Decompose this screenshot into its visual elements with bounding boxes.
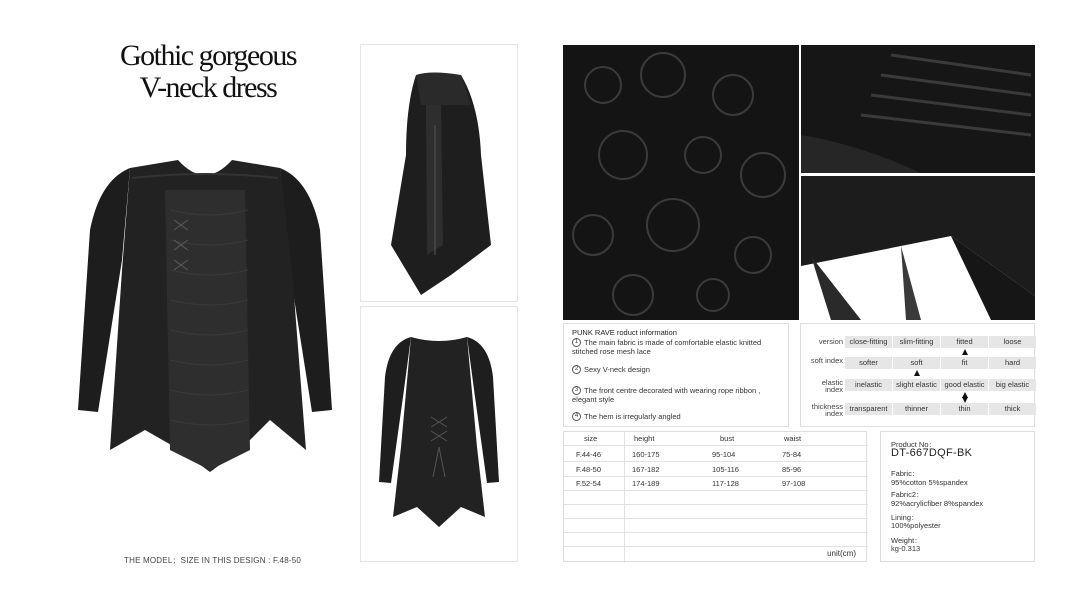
table-row-empty (564, 505, 868, 519)
scale-option: hard (989, 357, 1036, 369)
back-view-panel (360, 306, 518, 562)
selected-marker-icon (962, 397, 968, 403)
scale-label: version (818, 337, 843, 346)
side-view-image (361, 45, 517, 301)
scale-thickness-index (801, 403, 1036, 425)
size-table (563, 431, 867, 562)
table-row (564, 448, 868, 462)
scale-option: good elastic (941, 379, 988, 391)
table-cell: F.44-46 (576, 450, 602, 459)
table-row-empty (564, 533, 868, 547)
title-line-2: V-neck dress (139, 71, 277, 104)
table-header (564, 432, 868, 446)
info-item (572, 365, 782, 374)
fit-scales (800, 323, 1035, 427)
selected-marker-icon (914, 370, 920, 376)
table-cell: 75-84 (782, 450, 802, 459)
hem-detail-photo (801, 176, 1035, 320)
side-view-panel (360, 44, 518, 302)
table-cell: 160-175 (632, 450, 660, 459)
scale-option: thin (941, 403, 988, 415)
ribbon-detail-photo (801, 45, 1035, 173)
scale-option: fitted (941, 336, 988, 348)
product-details-box (880, 431, 1035, 562)
title-line-1: Gothic gorgeous (119, 39, 297, 72)
fabric-label: Fabric： (891, 469, 920, 478)
table-cell: 167-182 (632, 465, 660, 474)
table-cell: 105-116 (712, 465, 739, 474)
table-cell: 85-96 (782, 465, 802, 474)
table-cell: 117-128 (712, 479, 739, 488)
scale-option: slight elastic (893, 379, 940, 391)
table-cell: 174-189 (632, 479, 660, 488)
item-number-icon: 4 (572, 412, 581, 421)
info-item (572, 338, 782, 356)
selected-marker-icon (962, 349, 968, 355)
scale-label: elastic index (821, 378, 843, 394)
scale-option: close-fitting (845, 336, 892, 348)
info-heading: PUNK RAVE roduct information (572, 328, 677, 337)
table-row-empty (564, 491, 868, 505)
lining-label: Lining： (891, 513, 919, 522)
fabric2-label: Fabric2： (891, 490, 924, 499)
fabric-value: 95%cotton 5%spandex (891, 478, 968, 487)
scale-option: inelastic (845, 379, 892, 391)
scale-soft-index (801, 357, 1036, 379)
weight-label: Weight： (891, 536, 922, 545)
item-number-icon: 2 (572, 365, 581, 374)
table-row (564, 463, 868, 477)
item-number-icon: 1 (572, 338, 581, 347)
scale-label: thickness index (811, 402, 843, 418)
weight-value: kg-0.313 (891, 544, 921, 553)
lace-detail-photo (563, 45, 799, 320)
model-size-note: THE MODEL；SIZE IN THIS DESIGN : F.48-50 (124, 556, 302, 565)
product-info-box (563, 323, 789, 427)
table-row (564, 477, 868, 491)
back-view-image (361, 307, 517, 561)
scale-elastic-index (801, 379, 1036, 401)
scale-option: transparent (845, 403, 892, 415)
table-cell: F.52-54 (576, 479, 602, 488)
scale-option: softer (845, 357, 892, 369)
scale-option: slim-fitting (893, 336, 940, 348)
product-title (88, 40, 328, 104)
product-no-label: Product No： (891, 440, 937, 449)
scale-option: thinner (893, 403, 940, 415)
info-item-text: Sexy V-neck design (584, 365, 650, 374)
product-code: DT-667DQF-BK (891, 447, 973, 459)
table-row-empty (564, 519, 868, 533)
column-header: waist (784, 434, 802, 443)
info-item (572, 386, 782, 404)
column-header: bust (720, 434, 735, 443)
info-item-text: The main fabric is made of comfortable elastic knitted stitched rose mesh lace (572, 338, 762, 356)
scale-option: soft (893, 357, 940, 369)
front-view-image (70, 150, 340, 480)
info-item (572, 412, 782, 421)
unit-note: unit(cm) (827, 549, 856, 558)
scale-option: fit (941, 357, 988, 369)
column-header: height (634, 434, 655, 443)
lining-value: 100%polyester (891, 521, 941, 530)
scale-label: soft index (810, 356, 843, 365)
info-item-text: The hem is irregularly angled (584, 412, 681, 421)
scale-version (801, 336, 1036, 358)
scale-option: loose (989, 336, 1036, 348)
table-cell: F.48-50 (576, 465, 602, 474)
column-header: size (584, 434, 598, 443)
fabric2-value: 92%acrylicfiber 8%spandex (891, 499, 984, 508)
info-item-text: The front centre decorated with wearing rope ribbon , elegant style (572, 386, 761, 404)
scale-option: thick (989, 403, 1036, 415)
scale-option: big elastic (989, 379, 1036, 391)
table-cell: 97-108 (782, 479, 806, 488)
table-cell: 95-104 (712, 450, 736, 459)
item-number-icon: 3 (572, 386, 581, 395)
